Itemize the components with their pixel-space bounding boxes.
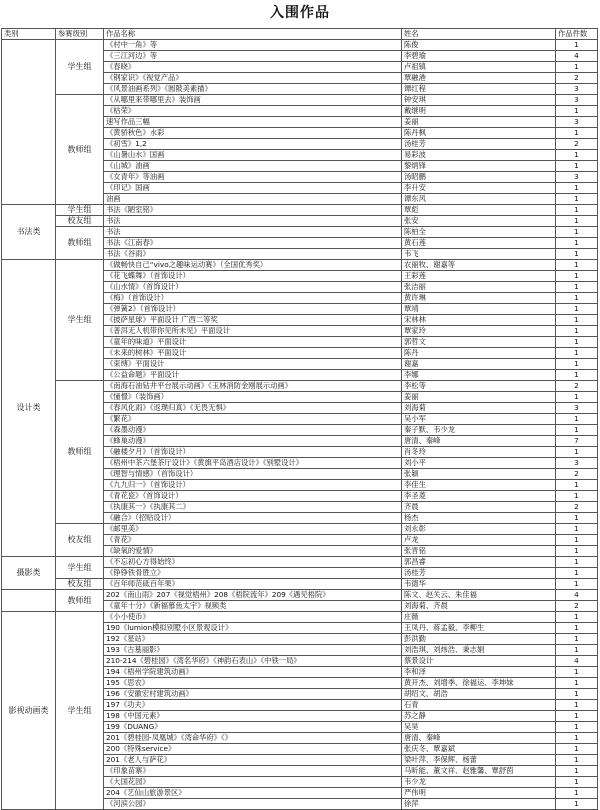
name-cell: 刘小平 <box>402 458 556 469</box>
level-cell: 学生组 <box>56 205 104 216</box>
count-cell: 3 <box>556 458 598 469</box>
name-cell: 覃彪 <box>402 205 556 216</box>
table-row <box>2 260 598 271</box>
count-cell: 1 <box>556 447 598 458</box>
work-cell: 《春风化雨》《返璞归真》《无畏无惧》 <box>104 403 402 414</box>
category-cell <box>2 590 56 612</box>
work-cell: 204《艺仙山旅游景区》 <box>104 788 402 799</box>
count-cell: 1 <box>556 700 598 711</box>
work-cell: 190《lumion模拟别墅小区景观设计》 <box>104 623 402 634</box>
name-cell: 胡绍文、胡浩 <box>402 689 556 700</box>
count-cell: 1 <box>556 348 598 359</box>
count-cell: 1 <box>556 744 598 755</box>
name-cell: 陈丹 <box>402 348 556 359</box>
count-cell: 1 <box>556 315 598 326</box>
name-cell: 卢祖镇 <box>402 62 556 73</box>
name-cell: 覃靖 <box>402 304 556 315</box>
name-cell: 刘浩琪、刘炜浩、秉志娟 <box>402 645 556 656</box>
count-cell: 1 <box>556 645 598 656</box>
name-cell: 李升安 <box>402 183 556 194</box>
work-cell: 《春晓》 <box>104 62 402 73</box>
work-cell: 《繁花》 <box>104 414 402 425</box>
count-cell: 1 <box>556 623 598 634</box>
name-cell: 李圣菱 <box>402 491 556 502</box>
count-cell: 1 <box>556 546 598 557</box>
work-cell: 201《碧桂园-凤凰城》《湾命华府》《》 <box>104 733 402 744</box>
name-cell: 覃家玲 <box>402 326 556 337</box>
work-cell: 《黄骄秋色》水彩 <box>104 128 402 139</box>
name-cell: 刘海菊 <box>402 403 556 414</box>
work-cell: 195《思农》 <box>104 678 402 689</box>
name-cell: 王凤丹、蒋孟毅、李柳生 <box>402 623 556 634</box>
name-cell: 庄薇 <box>402 612 556 623</box>
header-row <box>2 29 598 40</box>
work-cell: 199《DUANG》 <box>104 722 402 733</box>
count-cell: 1 <box>556 216 598 227</box>
table-row <box>2 557 598 568</box>
name-cell: 宋林林 <box>402 315 556 326</box>
work-cell: 速写作品三幅 <box>104 117 402 128</box>
work-cell: 书法《江南春》 <box>104 238 402 249</box>
count-cell: 1 <box>556 777 598 788</box>
work-cell: 《山水情》（首饰设计） <box>104 282 402 293</box>
level-cell: 教师组 <box>56 95 104 205</box>
count-cell: 3 <box>556 172 598 183</box>
count-cell: 2 <box>556 139 598 150</box>
name-cell: 卢龙 <box>402 535 556 546</box>
table-row <box>2 579 598 590</box>
work-cell: 197《功夫》 <box>104 700 402 711</box>
name-cell: 肖冬玲 <box>402 447 556 458</box>
work-cell: 《印记》国画 <box>104 183 402 194</box>
category-cell: 摄影类 <box>2 557 56 590</box>
name-cell: 汤昭鹏 <box>402 172 556 183</box>
work-cell: 194《梧州学院建筑动画》 <box>104 667 402 678</box>
count-cell: 1 <box>556 799 598 810</box>
name-cell: 秦子默、韦少龙 <box>402 425 556 436</box>
name-cell: 韦少龙 <box>402 777 556 788</box>
work-cell: 《森墨动漫》 <box>104 425 402 436</box>
name-cell: 徐萍 <box>402 799 556 810</box>
header-name: 姓名 <box>402 29 556 40</box>
work-cell: 《理智与情感》（首饰设计） <box>104 469 402 480</box>
count-cell: 2 <box>556 381 598 392</box>
work-cell: 《百年师范砥百年果》 <box>104 579 402 590</box>
work-cell: 《小小使币》 <box>104 612 402 623</box>
work-cell: 《弹簧2》（首饰设计） <box>104 304 402 315</box>
name-cell: 马昕能、董文祥、赵雅馨、覃舒茵 <box>402 766 556 777</box>
count-cell: 1 <box>556 711 598 722</box>
count-cell: 2 <box>556 73 598 84</box>
count-cell: 1 <box>556 425 598 436</box>
level-cell: 教师组 <box>56 590 104 612</box>
work-cell: 《南海石油钻井平台展示动画》《玉林消防金刚展示动画》 <box>104 381 402 392</box>
level-cell: 教师组 <box>56 227 104 260</box>
count-cell: 1 <box>556 634 598 645</box>
name-cell: 蔡景设计 <box>402 656 556 667</box>
count-cell: 1 <box>556 183 598 194</box>
work-cell: 《融楼夕月》（首饰设计） <box>104 447 402 458</box>
name-cell: 李和泽 <box>402 667 556 678</box>
name-cell: 张安 <box>402 216 556 227</box>
name-cell: 黄许琳 <box>402 293 556 304</box>
work-cell: 《邮里美》 <box>104 524 402 535</box>
count-cell: 1 <box>556 304 598 315</box>
work-cell: 《融合》（招贴设计） <box>104 513 402 524</box>
level-cell: 校友组 <box>56 579 104 590</box>
name-cell: 李娜 <box>402 370 556 381</box>
count-cell: 1 <box>556 513 598 524</box>
work-cell: 《枯荣》 <box>104 106 402 117</box>
name-cell: 梁叶萍、李保辉、杨蕾 <box>402 755 556 766</box>
name-cell: 韦飞 <box>402 249 556 260</box>
name-cell: 农丽牧、谢嘉等 <box>402 260 556 271</box>
count-cell: 1 <box>556 491 598 502</box>
table-row <box>2 524 598 535</box>
count-cell: 1 <box>556 128 598 139</box>
name-cell: 黎炳锋 <box>402 161 556 172</box>
count-cell: 1 <box>556 161 598 172</box>
work-cell: 《童年的味道》平面设计 <box>104 337 402 348</box>
count-cell: 1 <box>556 227 598 238</box>
name-cell: 李碧瑜 <box>402 51 556 62</box>
name-cell: 钟安琪 <box>402 95 556 106</box>
table-row <box>2 205 598 216</box>
count-cell: 1 <box>556 766 598 777</box>
count-cell: 1 <box>556 755 598 766</box>
category-cell <box>2 40 56 205</box>
work-cell: 书法《陋室铭》 <box>104 205 402 216</box>
name-cell: 严伟明 <box>402 788 556 799</box>
work-cell: 《执康其一》《执康其二》 <box>104 502 402 513</box>
work-cell: 书法 <box>104 227 402 238</box>
count-cell: 4 <box>556 656 598 667</box>
count-cell: 3 <box>556 95 598 106</box>
work-cell: 《不忘初心方得始终》 <box>104 557 402 568</box>
name-cell: 陈俊 <box>402 40 556 51</box>
work-cell: 193《古墓丽影》 <box>104 645 402 656</box>
table-row <box>2 590 598 601</box>
name-cell: 郭哲文 <box>402 337 556 348</box>
work-cell: 《山城》油画 <box>104 161 402 172</box>
name-cell: 张晋铭 <box>402 546 556 557</box>
count-cell: 1 <box>556 337 598 348</box>
name-cell: 刘海菊、齐晨 <box>402 601 556 612</box>
work-cell: 《三江河边》等 <box>104 51 402 62</box>
work-cell: 196《安徽宏村建筑动画》 <box>104 689 402 700</box>
work-cell: 《憧憬》（装饰画） <box>104 392 402 403</box>
level-cell: 学生组 <box>56 612 104 810</box>
name-cell: 陈丹枫 <box>402 128 556 139</box>
work-cell: 《风景油画系列》《圆陂美素描》 <box>104 84 402 95</box>
table-row <box>2 227 598 238</box>
count-cell: 1 <box>556 612 598 623</box>
count-cell: 1 <box>556 282 598 293</box>
name-cell: 刘永彰 <box>402 524 556 535</box>
count-cell: 1 <box>556 667 598 678</box>
work-cell: 《童年十分》《新福慕鱼太宇》视频类 <box>104 601 402 612</box>
work-cell: 200《特殊service》 <box>104 744 402 755</box>
count-cell: 1 <box>556 568 598 579</box>
name-cell: 张洁丽 <box>402 282 556 293</box>
count-cell: 1 <box>556 271 598 282</box>
count-cell: 3 <box>556 117 598 128</box>
level-cell: 校友组 <box>56 524 104 557</box>
table-row <box>2 381 598 392</box>
count-cell: 1 <box>556 359 598 370</box>
table-body <box>2 40 598 810</box>
work-cell: 《未来的树林》平面设计 <box>104 348 402 359</box>
work-cell: 《束缚》平面设计 <box>104 359 402 370</box>
work-cell: 油画 <box>104 194 402 205</box>
name-cell: 彭洪勤 <box>402 634 556 645</box>
work-cell: 210-214《碧桂园》《湾名华府》《神韵石表山》《中铁一局》 <box>104 656 402 667</box>
category-cell: 书法类 <box>2 205 56 260</box>
count-cell: 1 <box>556 480 598 491</box>
count-cell: 1 <box>556 238 598 249</box>
work-cell: 《花飞蝶舞》（首饰设计） <box>104 271 402 282</box>
work-cell: 《山暑山水》国画 <box>104 150 402 161</box>
count-cell: 2 <box>556 601 598 612</box>
name-cell: 陈文、赵关云、朱佳福 <box>402 590 556 601</box>
name-cell: 谭东风 <box>402 194 556 205</box>
count-cell: 1 <box>556 722 598 733</box>
name-cell: 李佳生 <box>402 480 556 491</box>
count-cell: 3 <box>556 403 598 414</box>
work-cell: 《青花》 <box>104 535 402 546</box>
name-cell: 苏之静 <box>402 711 556 722</box>
count-cell: 2 <box>556 469 598 480</box>
name-cell: 汤桂芳 <box>402 139 556 150</box>
category-cell: 设计类 <box>2 260 56 557</box>
count-cell: 1 <box>556 579 598 590</box>
work-cell: 198《中国元素》 <box>104 711 402 722</box>
work-cell: 书法《谷雨》 <box>104 249 402 260</box>
name-cell: 姜丽 <box>402 392 556 403</box>
work-cell: 《铮铮铁骨胜立》 <box>104 568 402 579</box>
category-cell: 影视动画类 <box>2 612 56 810</box>
name-cell: 张庆冬、覃嘉斌 <box>402 744 556 755</box>
count-cell: 1 <box>556 392 598 403</box>
name-cell: 唐清、秦峰 <box>402 733 556 744</box>
page-title: 入围作品 <box>270 5 330 21</box>
count-cell: 1 <box>556 557 598 568</box>
name-cell: 易彩波 <box>402 150 556 161</box>
name-cell: 郭昌睿 <box>402 557 556 568</box>
table-row <box>2 216 598 227</box>
count-cell: 1 <box>556 689 598 700</box>
work-cell: 《披萨星球》平面设计 广西二等奖 <box>104 315 402 326</box>
work-cell: 《缺氧的爱情》 <box>104 546 402 557</box>
work-cell: 《女青年》等油画 <box>104 172 402 183</box>
header-count: 作品件数 <box>556 29 598 40</box>
name-cell: 杨杰 <box>402 513 556 524</box>
work-cell: 《做畅快自己“vivo之趣味运动赛》（全国优秀奖） <box>104 260 402 271</box>
count-cell: 1 <box>556 205 598 216</box>
name-cell: 吴昊 <box>402 722 556 733</box>
work-cell: 《公益命题》平面设计 <box>104 370 402 381</box>
work-cell: 《从哪里来带哪里去》装饰画 <box>104 95 402 106</box>
name-cell: 谭红程 <box>402 84 556 95</box>
work-cell: 201《老人与萨花》 <box>104 755 402 766</box>
count-cell: 1 <box>556 326 598 337</box>
count-cell: 1 <box>556 106 598 117</box>
header-work: 作品名称 <box>104 29 402 40</box>
name-cell: 汤桂芳 <box>402 568 556 579</box>
name-cell: 黄开杰、刘增季、徐福运、李坤妹 <box>402 678 556 689</box>
table-row <box>2 40 598 51</box>
header-category: 类别 <box>2 29 56 40</box>
count-cell: 1 <box>556 194 598 205</box>
table-row <box>2 612 598 623</box>
count-cell: 1 <box>556 788 598 799</box>
name-cell: 陈柏全 <box>402 227 556 238</box>
table-row <box>2 95 598 106</box>
level-cell: 教师组 <box>56 381 104 524</box>
work-cell: 202《南山雨》207《视觉梧州》208《梧院流年》209《遇见梧院》 <box>104 590 402 601</box>
entries-table <box>1 28 598 810</box>
count-cell: 2 <box>556 502 598 513</box>
level-cell: 学生组 <box>56 260 104 381</box>
count-cell: 1 <box>556 370 598 381</box>
count-cell: 1 <box>556 524 598 535</box>
name-cell: 张颖 <box>402 469 556 480</box>
name-cell: 姜丽 <box>402 117 556 128</box>
count-cell: 7 <box>556 436 598 447</box>
name-cell: 覃融港 <box>402 73 556 84</box>
count-cell: 4 <box>556 51 598 62</box>
name-cell: 李松等 <box>402 381 556 392</box>
work-cell: 《大国花园》 <box>104 777 402 788</box>
work-cell: 《初雪》1,2 <box>104 139 402 150</box>
work-cell: 《梅》（首饰设计） <box>104 293 402 304</box>
count-cell: 1 <box>556 40 598 51</box>
work-cell: 书法 <box>104 216 402 227</box>
work-cell: 《梧州中茶六堡茶厅设计》《黄旗平岛酒店设计》《别墅设计》 <box>104 458 402 469</box>
name-cell: 黄石莲 <box>402 238 556 249</box>
count-cell: 1 <box>556 260 598 271</box>
count-cell: 1 <box>556 733 598 744</box>
count-cell: 1 <box>556 414 598 425</box>
name-cell: 石青 <box>402 700 556 711</box>
work-cell: 《河滨公园》 <box>104 799 402 810</box>
level-cell: 学生组 <box>56 557 104 579</box>
count-cell: 1 <box>556 535 598 546</box>
name-cell: 王彩莲 <box>402 271 556 282</box>
work-cell: 《印象苗寨》 <box>104 766 402 777</box>
count-cell: 1 <box>556 150 598 161</box>
entries-table-wrap <box>1 28 597 810</box>
count-cell: 4 <box>556 590 598 601</box>
count-cell: 1 <box>556 678 598 689</box>
work-cell: 《普洱无人机带你见所未见》平面设计 <box>104 326 402 337</box>
work-cell: 《青花瓷》（首饰设计） <box>104 491 402 502</box>
work-cell: 《蜂巢动漫》 <box>104 436 402 447</box>
count-cell: 1 <box>556 249 598 260</box>
work-cell: 《九九归一》（首饰设计） <box>104 480 402 491</box>
level-cell: 校友组 <box>56 216 104 227</box>
name-cell: 戴继明 <box>402 106 556 117</box>
name-cell: 谢嘉 <box>402 359 556 370</box>
level-cell: 学生组 <box>56 40 104 95</box>
header-level: 参赛级别 <box>56 29 104 40</box>
work-cell: 《村中一角》等 <box>104 40 402 51</box>
name-cell: 吴小军 <box>402 414 556 425</box>
name-cell: 韦德华 <box>402 579 556 590</box>
work-cell: 《钢家识》《视觉产品》 <box>104 73 402 84</box>
count-cell: 1 <box>556 62 598 73</box>
name-cell: 齐晨 <box>402 502 556 513</box>
count-cell: 3 <box>556 84 598 95</box>
name-cell: 唐清、秦峰 <box>402 436 556 447</box>
work-cell: 192《星站》 <box>104 634 402 645</box>
count-cell: 1 <box>556 293 598 304</box>
